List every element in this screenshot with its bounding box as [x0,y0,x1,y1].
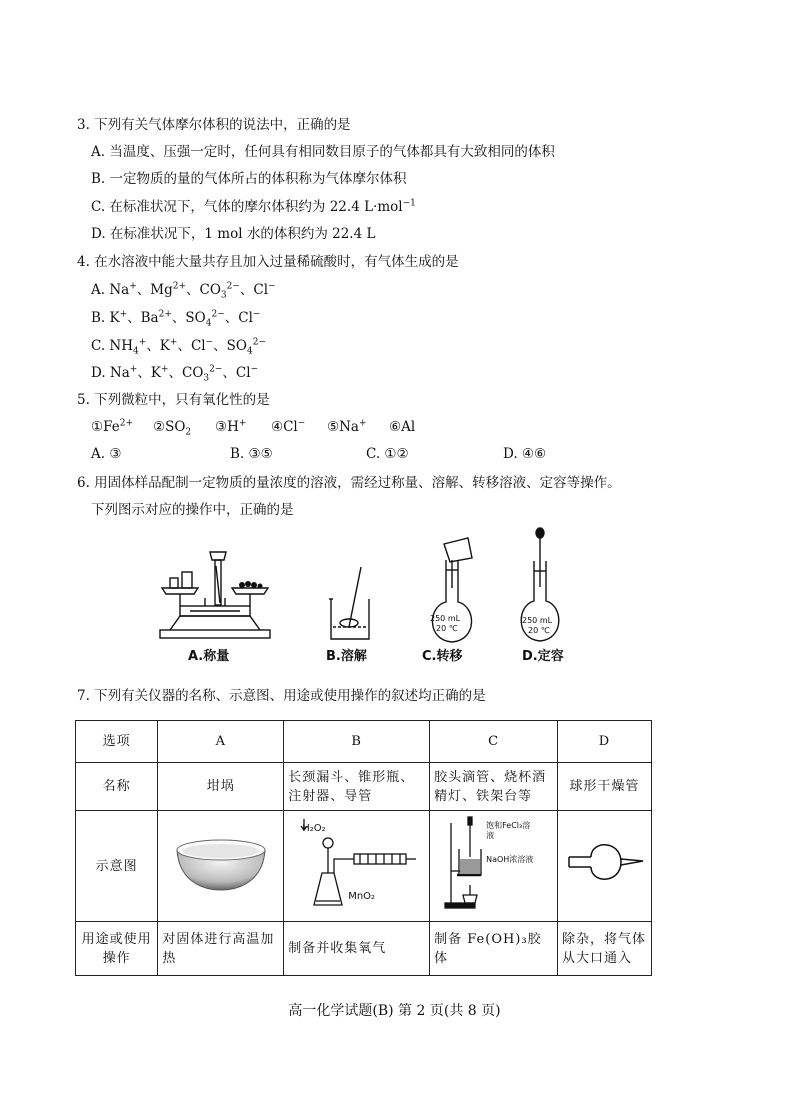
header-cell: D [558,721,652,763]
q3-option-d: D. 在标准状况下，1 mol 水的体积约为 22.4 L [91,226,376,242]
balance-figure [150,548,280,643]
row-label: 名称 [76,763,158,811]
page-footer: 高一化学试题(B) 第 2 页(共 8 页) [288,1003,501,1019]
q4-option-b: B. K+、$Ba^{2+}$、$SO_4^{2-}$、Cl− [91,309,261,329]
drying-tube-cell [558,811,652,922]
colloid-apparatus-cell [430,811,558,922]
drying-tube-diagram [565,838,645,888]
table-row [76,721,652,763]
q6-stem-2: 下列图示对应的操作中，正确的是 [91,502,294,518]
figure-label-c: C.转移 [422,649,463,664]
header-cell: B [284,721,430,763]
row-label: 用途或使用操作 [76,922,158,976]
q7-stem: 7. 下列有关仪器的名称、示意图、用途或使用操作的叙述均正确的是 [77,688,486,704]
crucible-diagram-cell [158,811,284,922]
q7-table [75,720,652,976]
header-cell: A [158,721,284,763]
q3-option-b: B. 一定物质的量的气体所占的体积称为气体摩尔体积 [91,171,407,187]
table-row [76,763,652,811]
name-cell: 球形干燥管 [558,763,652,811]
use-cell: 除杂，将气体从大口通入 [558,922,652,976]
flask-d-volume: 250 mL [522,616,553,625]
q6-stem: 6. 用固体样品配制一定物质的量浓度的溶液，需经过称量、溶解、转移溶液、定容等操作。 [77,475,621,491]
q4-option-c: C. $NH_4^+$、K+、Cl−、$SO_4^{2-}$ [91,337,266,357]
mno2-label: MnO₂ [348,891,376,902]
q3-option-a: A. 当温度、压强一定时，任何具有相同数目原子的气体都具有大致相同的体积 [91,144,555,160]
name-cell: 胶头滴管、烧杯酒精灯、铁架台等 [430,763,558,811]
use-cell: 制备并收集氧气 [284,922,430,976]
header-cell: 选项 [76,721,158,763]
flask-d-temp: 20 ℃ [528,626,550,635]
table-row [76,811,652,922]
flask-c-volume: 250 mL [430,614,461,623]
row-label: 示意图 [76,811,158,922]
beaker-figure [325,565,375,643]
naoh-label: NaOH浓溶液 [486,855,534,864]
table-row [76,922,652,976]
q5-option-a: A. ③ [91,446,122,462]
oxygen-apparatus-cell [284,811,430,922]
header-cell: C [430,721,558,763]
q5-option-d: D. ④⑥ [503,446,547,462]
q4-option-a: A. Na+、$Mg^{2+}$、$CO_3^{2-}$、Cl− [91,281,276,301]
q3-option-c: C. 在标准状况下，气体的摩尔体积约为 22.4 L·mol$^{-1}$ [91,198,416,215]
figure-label-b: B.溶解 [326,649,367,664]
crucible-image [171,834,271,892]
q4-stem: 4. 在水溶液中能大量共存且加入过量稀硫酸时，有气体生成的是 [77,254,459,270]
use-cell: 制备 Fe(OH)₃胶体 [430,922,558,976]
fecl3-label: 饱和FeCl₃溶液 [486,821,531,840]
name-cell: 坩埚 [158,763,284,811]
flask-c-temp: 20 ℃ [436,624,458,633]
name-cell: 长颈漏斗、锥形瓶、注射器、导管 [284,763,430,811]
figure-label-d: D.定容 [522,649,564,664]
q4-option-d: D. Na+、K+、$CO_3^{2-}$、Cl− [91,364,259,384]
q5-option-c: C. ①② [366,446,409,462]
use-cell: 对固体进行高温加热 [158,922,284,976]
q3-stem: 3. 下列有关气体摩尔体积的说法中，正确的是 [77,117,351,133]
q5-stem: 5. 下列微粒中，只有氧化性的是 [77,392,270,408]
q5-option-b: B. ③⑤ [230,446,273,462]
h2o2-label: H₂O₂ [302,823,326,834]
figure-label-a: A.称量 [188,649,230,664]
